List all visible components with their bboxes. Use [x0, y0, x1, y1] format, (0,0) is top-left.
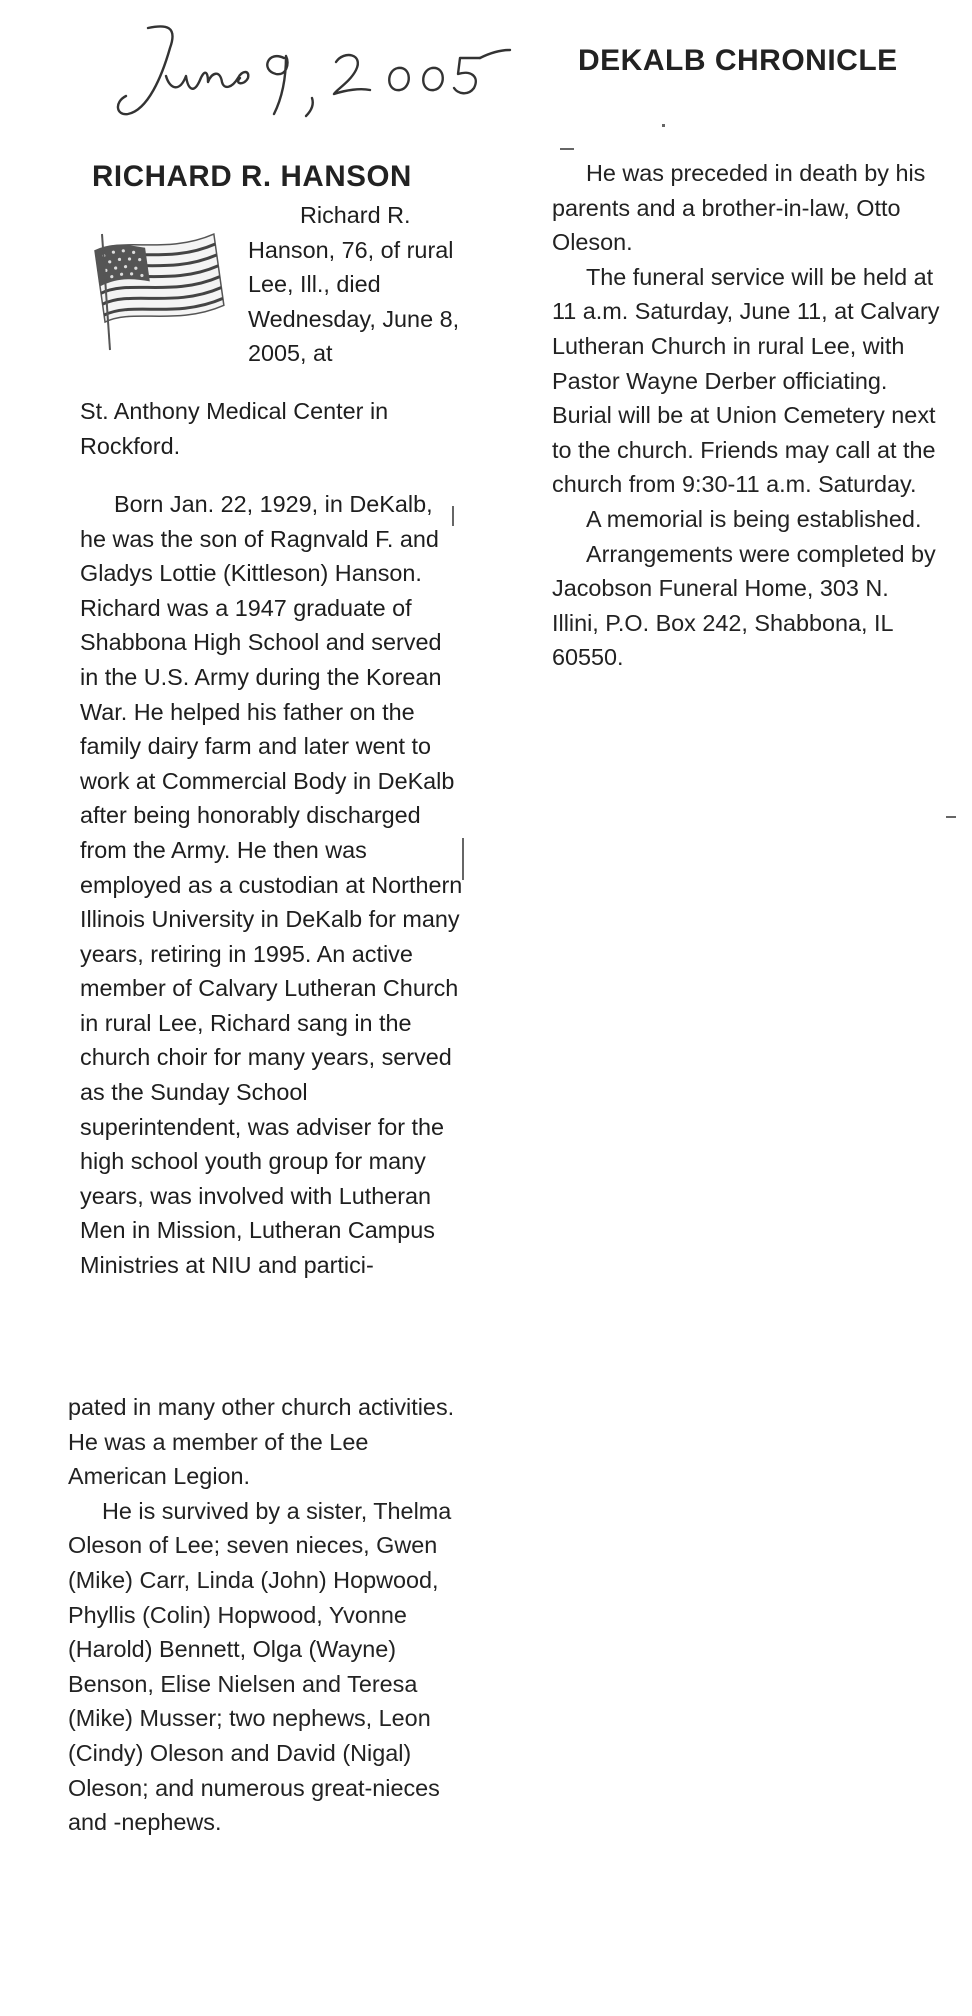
left-column-lower [68, 1390, 458, 1840]
scan-speck [662, 124, 665, 127]
survivors-paragraph: He is survived by a sister, Thelma Oleson of Lee; seven nieces, Gwen (Mike) Carr, Linda (John) Hopwood, Phyllis (Colin) Hopwood, Yvonne (Harold) Bennett, Olga (Wayne) Benson, Elise Nielsen and Teresa (Mike) Musser; two nephews, Leon (Cindy) Oleson and David (Nigal) Oleson; and numerous great-nieces and -nephews. [68, 1497, 452, 1836]
biography-paragraph: Born Jan. 22, 1929, in DeKalb, he was the son of Ragnvald F. and Gladys Lottie (Kittleson) Hanson. Richard was a 1947 graduate of Shabbona High School and served in the U.S. Army during the Korean War. He helped his father on the family dairy farm and later went to work at Commercial Body in DeKalb after being honorably discharged from the Army. He then was employed as a custodian at Northern Illinois University in DeKalb for many years, retiring in 1995. An active member of Calvary Lutheran Church in rural Lee, Richard sang in the church choir for many years, served as the Sunday School superintendent, was adviser for the high school youth group for many years, was involved with Lutheran Men in Mission, Lutheran Campus Ministries at NIU and partici- [80, 490, 463, 1279]
publication-name: DEKALB CHRONICLE [578, 44, 898, 77]
arrangements-paragraph: Arrangements were completed by Jacobson Funeral Home, 303 N. Illini, P.O. Box 242, Shabbona, IL 60550. [552, 540, 936, 671]
memorial-paragraph: A memorial is being established. [586, 505, 922, 532]
scan-speck [946, 816, 956, 818]
lead-paragraph: Richard R. Hanson, 76, of rural Lee, Ill., died Wednesday, June 8, 2005, at [248, 202, 460, 367]
left-column [80, 371, 465, 1306]
american-flag-icon [80, 222, 240, 352]
preceded-paragraph: He was preceded in death by his parents and a brother-in-law, Otto Oleson. [552, 160, 926, 256]
lead-paragraph-continued: St. Anthony Medical Center in Rockford. [80, 398, 389, 459]
right-column [552, 156, 942, 675]
handwritten-date [108, 18, 528, 128]
scan-speck [560, 148, 574, 150]
biography-paragraph-continued: pated in many other church activities. He was a member of the Lee American Legion. [68, 1394, 455, 1490]
funeral-paragraph: The funeral service will be held at 11 a.m. Saturday, June 11, at Calvary Lutheran Church in rural Lee, with Pastor Wayne Derber officiating. Burial will be at Union Cemetery next to the church. Friends may call at the church from 9:30-11 a.m. Saturday. [552, 263, 940, 498]
obituary-headline: RICHARD R. HANSON [92, 160, 412, 193]
